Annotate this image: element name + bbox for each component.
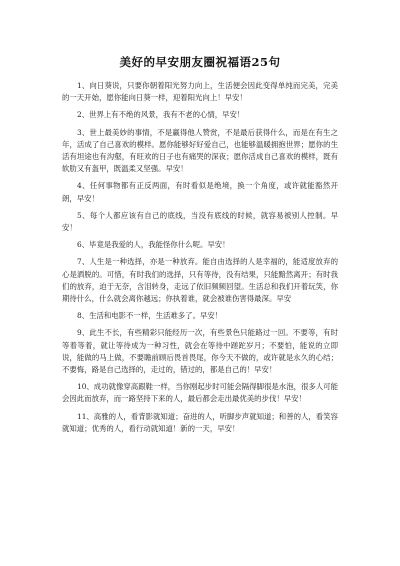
blessing-paragraph-7: 7、人生是一种选择，亦是一种放弃。能自由选择的人是幸福的，能适度放弃的心是洒脱的。可惜，有时我们的选择，只有等待，没有结果，只能黯然离开；有时我们的放弃，迫于无奈，含泪转身，走远了依旧频频回望。生活总和我们开着玩笑，你期待什么，什么就会离你越远；你执着谁，就会被谁伤害得最深。早安 [62,257,338,304]
blessing-paragraph-8: 8、生活和电影不一样，生活难多了。早安！ [77,311,223,321]
blessing-paragraph-5: 5、每个人都应该有自己的底线，当没有底线的时候，就容易被别人控制。早安！ [62,210,338,233]
blessing-paragraph-10: 10、成功就像穿高跟鞋一样，当你刚起步时可能会隔得脚很是水泡，很多人可能会因此而放弃，而一路坚持下来的人，最后都会走出最优美的步伐！早安！ [62,382,338,404]
blessing-paragraph-2: 2、世界上有不绝的风景，我有不老的心情，早安！ [77,110,245,120]
blessing-paragraph-3: 3、世上最美妙的事情，不是赢得他人赞赏，不是最后获得什么，而是在有生之年，活成了自己喜欢的模样。愿你能够好好爱自己，也能够温暖拥抱世界；愿你的生活有坦途也有沟壑，有旺欢的日子也有痛哭的深夜；愿你活成自己喜欢的模样，既有软肋又有盔甲，既温柔又坚强。早安！ [62,127,338,174]
blessing-paragraph-4: 4、任何事物都有正反两面，有时看似是绝境，换一个角度，或许就能豁然开朗，早安！ [62,181,338,203]
blessing-paragraph-1: 1、向日葵说，只要你朝着阳光努力向上，生活便会因此变得单纯而完美，完美的一天开始，愿你能向日葵一样，迎着阳光向上！早安！ [62,81,338,103]
document-title: 美好的早安朋友圈祝福语25句 [119,55,281,69]
blessing-paragraph-6: 6、毕竟是我爱的人，我能怪你什么呢。早安！ [77,240,230,250]
blessing-paragraph-9: 9、此生不长，有些精彩只能经历一次，有些景色只能路过一回。不要等，有时等着等着，就让等待成为一种习性，就会在等待中蹉跎岁月；不要怕，能说的立即说，能做的马上做，不要瞻前顾后畏首畏尾，你今天不做的，或许就是永久的心结；不要悔，路是自己选择的，走过的，错过的，都是自己的！早安！ [62,328,338,375]
blessing-paragraph-11: 11、高雅的人，看背影就知道；奋进的人，听脚步声就知道；和善的人，看笑容就知道；优秀的人，看行动就知道！新的一天，早安！ [62,411,338,433]
